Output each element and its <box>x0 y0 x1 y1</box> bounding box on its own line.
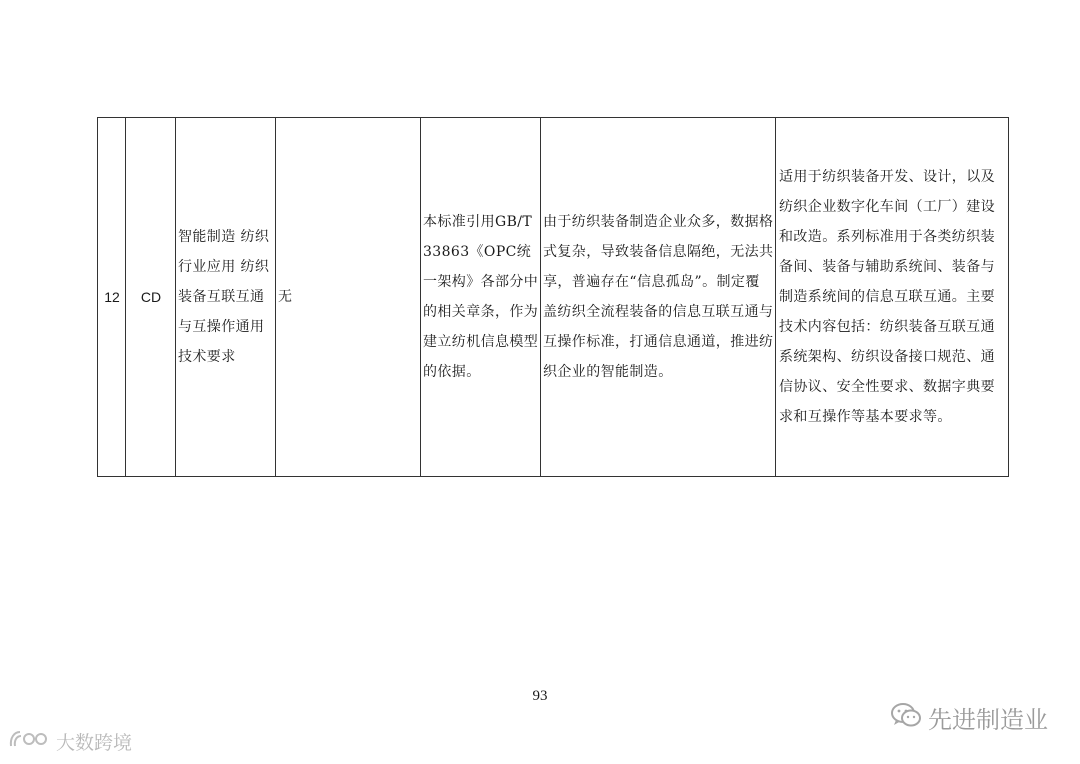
standard-name-cell <box>176 118 276 477</box>
row-number: 12 <box>104 289 120 305</box>
brand-name-right: 先进制造业 <box>928 706 1048 734</box>
brand-name-left: 大数跨境 <box>56 732 133 754</box>
scope-cell <box>776 118 1009 477</box>
code-cell <box>126 118 176 477</box>
brand-watermark-left <box>8 728 132 755</box>
referenced-standards-cell <box>421 118 541 477</box>
standard-code: CD <box>140 289 162 305</box>
table-row <box>98 118 1009 477</box>
page-number: 93 <box>532 688 548 704</box>
scope-text: 适用于纺织装备开发、设计，以及纺织企业数字化车间（工厂）建设和改造。系列标准用于各类纺织装备间、装备与辅助系统间、装备与制造系统间的信息互联互通。主要技术内容包括：纺织装备互联互通系统架构、纺织设备接口规范、通信协议、安全性要求、数据字典要求和互操作等基本要求等。 <box>779 169 995 425</box>
brand-logo-icon <box>8 728 52 755</box>
purpose-text: 由于纺织装备制造企业众多，数据格式复杂，导致装备信息隔绝，无法共享，普遍存在“信息孤岛”。制定覆盖纺织全流程装备的信息互联互通与互操作标准，打通信息通道，推进纺织企业的智能制造。 <box>543 214 774 380</box>
wechat-icon <box>890 701 922 735</box>
standards-table <box>97 117 1009 477</box>
referenced-standards: 本标准引用GB/T 33863《OPC统一架构》各部分中的相关章条，作为建立纺机信息模型的依据。 <box>423 214 539 380</box>
replaced-standard: 无 <box>278 289 293 305</box>
purpose-cell <box>541 118 776 477</box>
row-number-cell <box>98 118 126 477</box>
brand-watermark-right <box>890 700 1048 735</box>
standard-name: 智能制造 纺织行业应用 纺织装备互联互通与互操作通用技术要求 <box>178 229 270 365</box>
replaced-standard-cell <box>276 118 421 477</box>
